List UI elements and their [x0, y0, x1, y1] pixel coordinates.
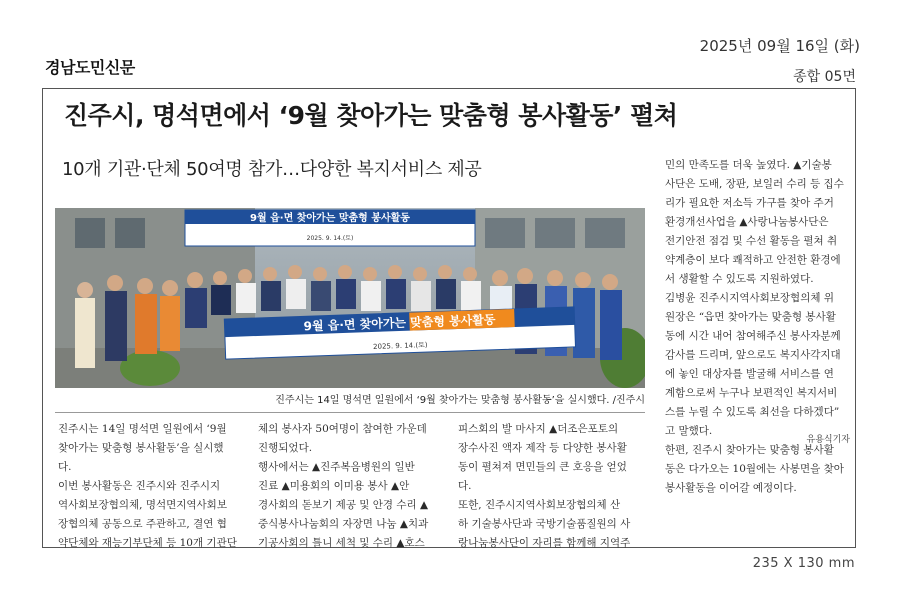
- article-column-2: 체의 봉사자 50여명이 참여한 가운데 진행되었다. 행사에서는 ▲진주복음병원의 일반 진료 ▲미용회의 이미용 봉사 ▲안 경사회의 돋보기 제공 및 안경 수리 ▲ 중식봉사나눔회의 자장면 나눔 ▲치과 기공사회의 틀니 세척 및 수리 ▲호스: [258, 423, 429, 549]
- newspaper-name: 경남도민신문: [45, 58, 135, 77]
- headline: 진주시, 명석면에서 ‘9월 찾아가는 맞춤형 봉사활동’ 펼쳐: [64, 101, 678, 130]
- section-page: 종합 05면: [793, 69, 856, 85]
- article-column-4: 민의 만족도를 더욱 높였다. ▲기술봉 사단은 도배, 장판, 보일러 수리 등 집수 리가 필요한 저소득 가구를 찾아 주거 환경개선사업을 ▲사랑나눔봉사단은 전기안전 점검 및 수선 활동을 펼쳐 취 약계층이 보다 쾌적하고 안전한 환경에 서 생활할 수 있도록 지원하였다. 김병윤 진주시지역사회보장협의체 위 원장은 “읍면 찾아가는 맞춤형 봉사활 동에 시간 내어 참여해주신 봉사자분께 감사를 드리며, 앞으로도 복지사각지대 에 놓인 대상자를 발굴해 서비스를 연 계함으로써 누구나 보편적인 복지서비 스를 누릴 수 있도록 최선을 다하겠다” 고 말했다. 한편, 진주시 찾아가는 맞춤형 봉사활 동은 다가오는 10월에는 사봉면을 찾아 봉사활동을 이어갈 예정이다.: [665, 159, 844, 494]
- article-column-3: 피스회의 발 마사지 ▲더조은포토의 장수사진 액자 제작 등 다양한 봉사활 동이 펼쳐져 면민들의 큰 호응을 얻었 다. 또한, 진주시지역사회보장협의체 산 하 기술봉사단과 국방기술품질원의 사 랑나눔봉사단이 자리를 함께해 지역주: [458, 423, 631, 549]
- byline: 유용식기자: [806, 435, 850, 445]
- banner-front-text: 9월 읍·면 찾아가는 맞춤형 봉사활동: [303, 312, 496, 334]
- banner-back-date: 2025. 9. 14.(토): [306, 235, 354, 242]
- article-column-1: 진주시는 14일 명석면 일원에서 ‘9월 찾아가는 맞춤형 봉사활동’을 실시했 다. 이번 봉사활동은 진주시와 진주시지 역사회보장협의체, 명석면지역사회보 장협의체 공동으로 주관하고, 결연 협 약단체와 재능기부단체 등 10개 기관단: [58, 423, 237, 549]
- banner-back-text: 9월 읍·면 찾아가는 맞춤형 봉사활동: [250, 213, 410, 224]
- article-photo: [55, 208, 645, 388]
- photo-caption: 진주시는 14일 명석면 일원에서 ‘9월 찾아가는 맞춤형 봉사활동’을 실시했다. /진주시: [55, 390, 645, 413]
- page-dimensions: 235 X 130 mm: [752, 556, 855, 571]
- subheadline: 10개 기관·단체 50여명 참가…다양한 복지서비스 제공: [62, 159, 482, 180]
- publication-date: 2025년 09월 16일 (화): [699, 37, 860, 55]
- banner-front-date: 2025. 9. 14.(토): [372, 341, 428, 351]
